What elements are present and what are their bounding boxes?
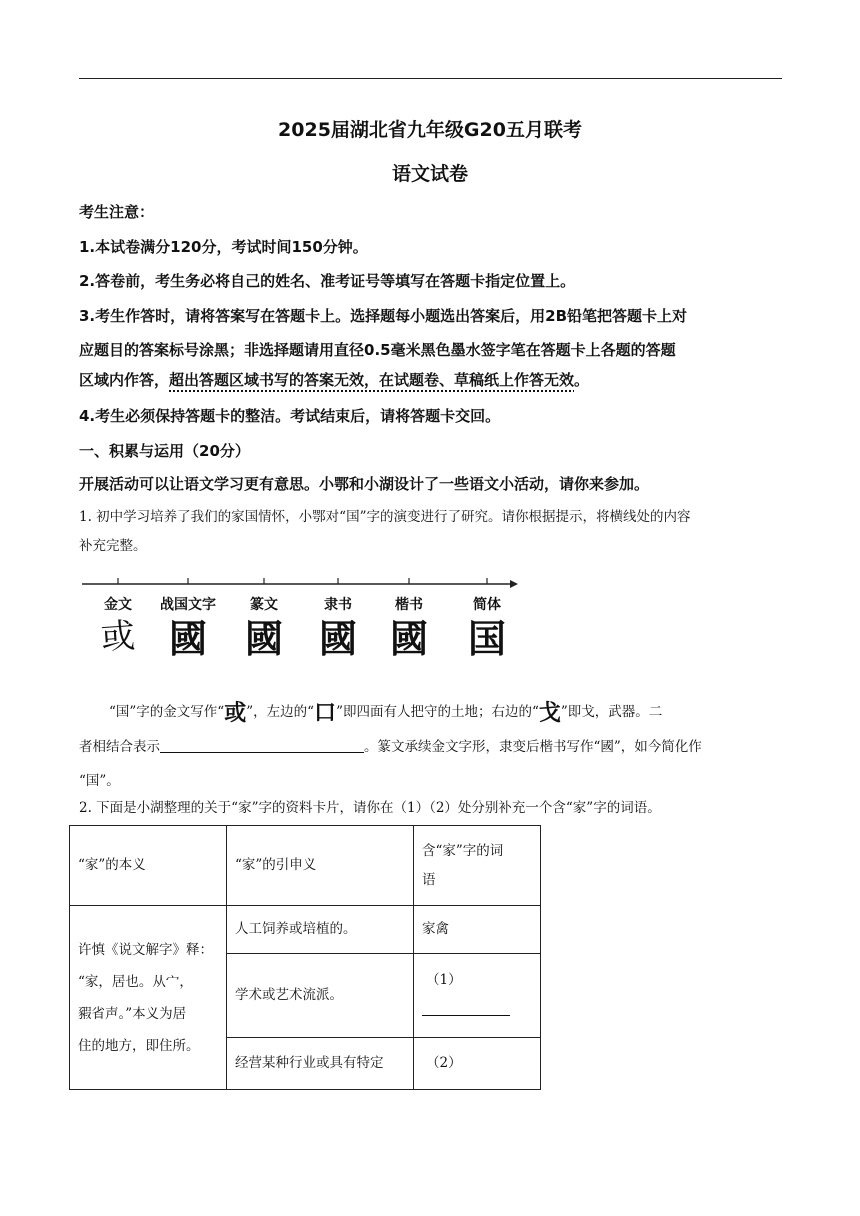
table-row xyxy=(70,906,541,954)
notice-item-3-line2: 应题目的答案标号涂黑；非选择题请用直径0.5毫米黑色墨水签字笔在答题卡上各题的答题 xyxy=(79,341,676,359)
glyph-lishu: 國 xyxy=(318,616,358,661)
meaning-cell-3: 经营某种行业或具有特定 xyxy=(227,1038,414,1090)
header-extended-meaning: “家”的引申义 xyxy=(227,826,414,906)
top-rule xyxy=(79,78,782,79)
notice-item-3-line1: 3.考生作答时，请将答案写在答题卡上。选择题每小题选出答案后，用2B铅笔把答题卡上对 xyxy=(79,307,688,325)
notice-item-2: 2.答卷前，考生务必将自己的姓名、准考证号等填写在答题卡指定位置上。 xyxy=(79,272,576,290)
subject-title: 语文试卷 xyxy=(391,163,468,185)
header-words-line2: 语 xyxy=(422,871,436,888)
origin-line2: “家，居也。从宀， xyxy=(78,973,193,990)
timeline-axis xyxy=(80,568,520,598)
header-words xyxy=(414,826,541,906)
meaning-cell-2: 学术或艺术流派。 xyxy=(227,954,414,1038)
timeline-label-zhanguo: 战国文字 xyxy=(160,597,216,613)
q1-text-d: ”即戈，武器。二 xyxy=(560,704,663,720)
q1-paragraph-line2 xyxy=(79,730,784,764)
jinwen-guo-glyph: 或 xyxy=(224,700,247,726)
timeline-label-kaishu: 楷书 xyxy=(395,597,423,613)
glyph-jianti: 国 xyxy=(467,616,507,661)
jinwen-ge-glyph: 戈 xyxy=(538,700,561,726)
notice-item-1: 1.本试卷满分120分，考试时间150分钟。 xyxy=(79,238,368,256)
word-blank-1-label: （1） xyxy=(426,972,462,988)
section1-intro: 开展活动可以让语文学习更有意思。小鄂和小湖设计了一些语文小活动，请你来参加。 xyxy=(79,475,650,493)
word-cell-1: 家禽 xyxy=(414,906,541,954)
origin-line3: 豭省声。”本义为居 xyxy=(78,1005,187,1022)
origin-line1: 许慎《说文解字》释： xyxy=(78,941,213,958)
q1-text-c: ”即四面有人把守的土地；右边的“ xyxy=(336,704,539,720)
q1-prompt-line1: 1. 初中学习培养了我们的家国情怀，小鄂对“国”字的演变进行了研究。请你根据提示，将横线处的内容 xyxy=(79,509,691,525)
notice-item-3-line3-start: 区域内作答， xyxy=(79,371,170,389)
q1-text-f: 。篆文承续金文字形，隶变后楷书写作“國”，如今简化作 xyxy=(364,739,702,755)
jinwen-left-glyph: 口 xyxy=(314,700,337,726)
glyph-zhanguo: 國 xyxy=(168,616,208,661)
q1-paragraph xyxy=(79,695,784,798)
header-original-meaning: “家”的本义 xyxy=(70,826,227,906)
timeline-label-jianti: 简体 xyxy=(473,597,501,613)
q1-answer-blank[interactable] xyxy=(160,738,364,753)
origin-line4: 住的地方，即住所。 xyxy=(78,1037,200,1054)
meaning-cell-1: 人工饲养或培植的。 xyxy=(227,906,414,954)
glyph-jinwen: 或 xyxy=(99,615,137,659)
q1-text-a: “国”字的金文写作“ xyxy=(109,704,225,720)
jia-info-card-table xyxy=(69,825,541,1090)
original-meaning-cell xyxy=(70,906,227,1090)
glyph-kaishu: 國 xyxy=(389,616,429,661)
word-cell-2 xyxy=(414,954,541,1038)
q1-paragraph-line1 xyxy=(79,695,784,730)
exam-title: 2025届湖北省九年级G20五月联考 xyxy=(278,119,582,141)
q1-text-e: 者相结合表示 xyxy=(79,739,160,755)
header-words-line1: 含“家”字的词 xyxy=(422,842,504,859)
word-blank-1[interactable] xyxy=(422,1001,510,1016)
section1-heading: 一、积累与运用（20分） xyxy=(79,442,250,460)
notice-heading: 考生注意： xyxy=(79,203,155,221)
table-header-row xyxy=(70,826,541,906)
guo-evolution-timeline xyxy=(80,568,520,678)
q1-prompt-line2: 补充完整。 xyxy=(79,538,147,554)
timeline-label-jinwen: 金文 xyxy=(104,597,132,613)
timeline-label-zhuanwen: 篆文 xyxy=(250,597,278,613)
notice-item-3-line3 xyxy=(79,369,789,390)
timeline-label-lishu: 隶书 xyxy=(324,597,352,613)
q1-prompt xyxy=(79,503,784,561)
notice-emphasis-text: 超出答题区域书写的答案无效，在试题卷、草稿纸上作答无效 xyxy=(169,371,575,389)
q2-prompt: 2. 下面是小湖整理的关于“家”字的资料卡片，请你在（1）（2）处分别补充一个含“家”字的词语。 xyxy=(79,800,661,816)
q1-text-b: ”，左边的“ xyxy=(246,704,315,720)
word-cell-3: （2） xyxy=(414,1038,541,1090)
q1-paragraph-line3: “国”。 xyxy=(79,773,120,789)
notice-item-3-line3-end: 。 xyxy=(574,371,590,389)
glyph-zhuanwen: 國 xyxy=(244,616,284,661)
notice-item-4: 4.考生必须保持答题卡的整洁。考试结束后，请将答题卡交回。 xyxy=(79,407,501,425)
